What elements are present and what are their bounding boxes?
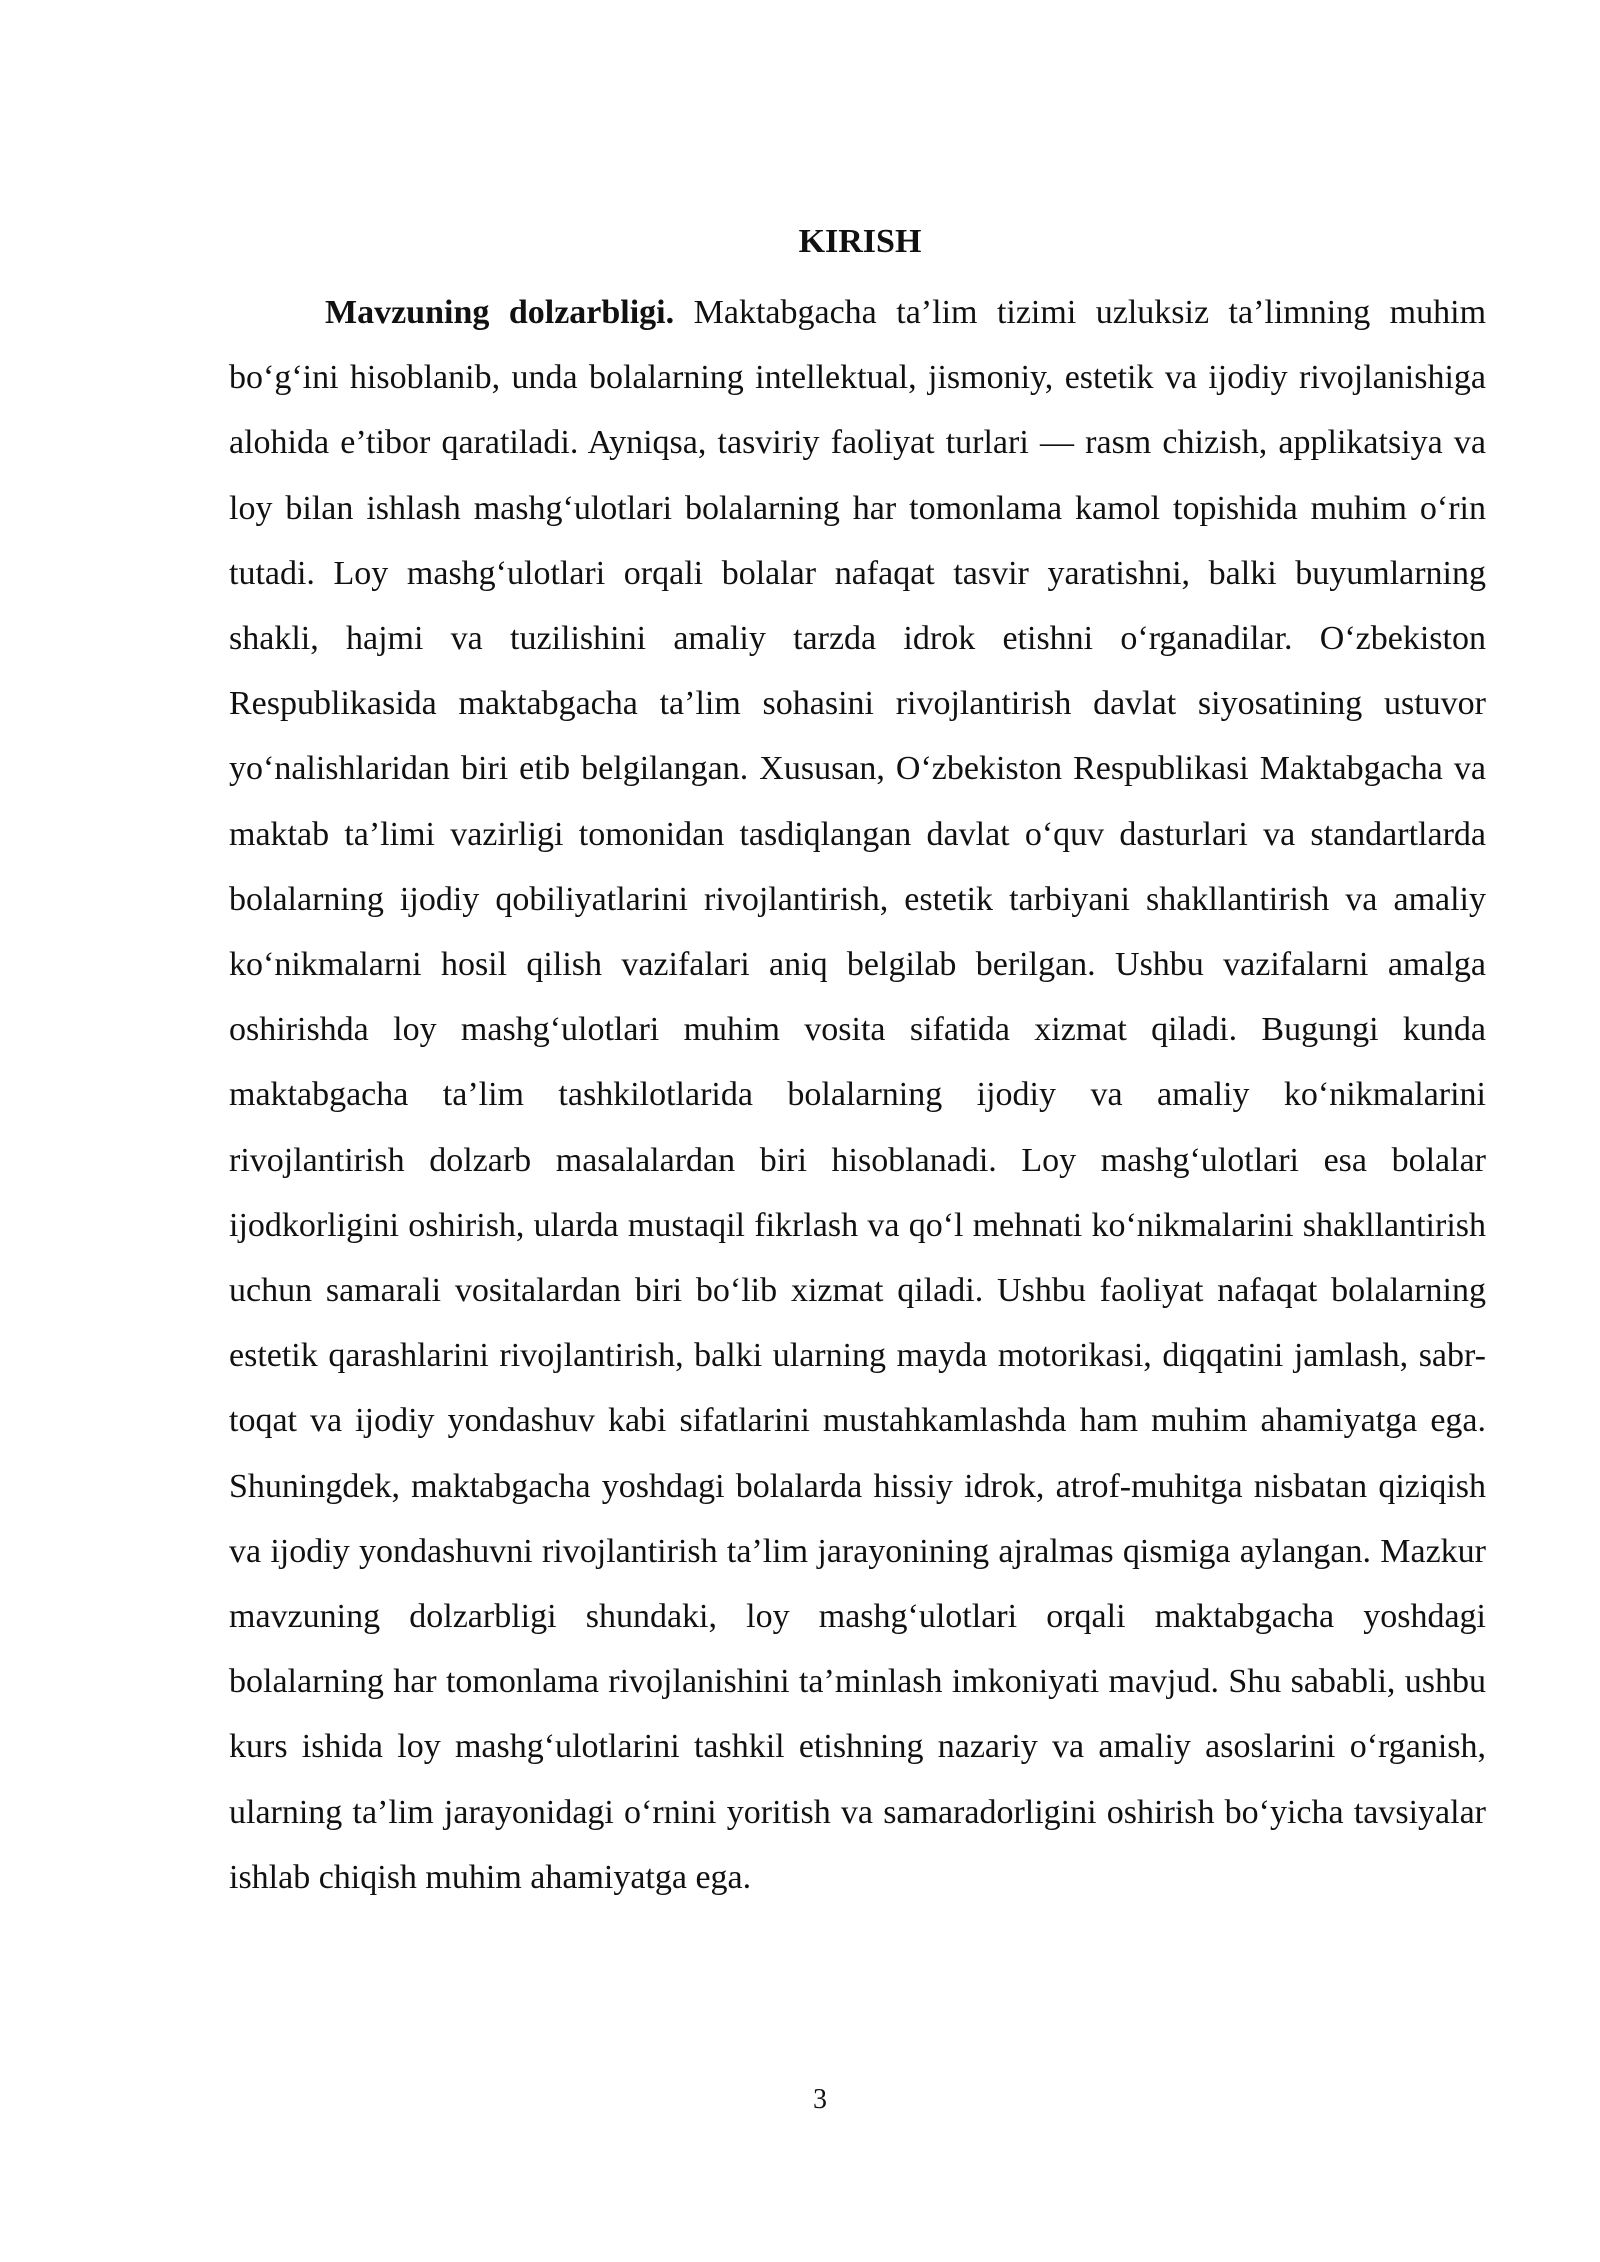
body-paragraph	[229, 280, 1486, 1910]
page-number: 3	[813, 2084, 827, 2115]
paragraph-text: Maktabgacha ta’lim tizimi uzluksiz ta’limning muhim bo‘g‘ini hisoblanib, unda bolalarning intellektual, jismoniy, estetik va ijodiy rivojlanishiga alohida e’tibor qaratiladi. Ayniqsa, tasviriy faoliyat turlari — rasm chizish, applikatsiya va loy bilan ishlash mashg‘ulotlari bolalarning har tomonlama kamol topishida muhim o‘rin tutadi. Loy mashg‘ulotlari orqali bolalar nafaqat tasvir yaratishni, balki buyumlarning shakli, hajmi va tuzilishini amaliy tarzda idrok etishni o‘rganadilar. O‘zbekiston Respublikasida maktabgacha ta’lim sohasini rivojlantirish davlat siyosatining ustuvor yo‘nalishlaridan biri etib belgilangan. Xususan, O‘zbekiston Respublikasi Maktabgacha va maktab ta’limi vazirligi tomonidan tasdiqlangan davlat o‘quv dasturlari va standartlarda bolalarning ijodiy qobiliyatlarini rivojlantirish, estetik tarbiyani shakllantirish va amaliy ko‘nikmalarni hosil qilish vazifalari aniq belgilab berilgan. Ushbu vazifalarni amalga oshirishda loy mashg‘ulotlari muhim vosita sifatida xizmat qiladi. Bugungi kunda maktabgacha ta’lim tashkilotlarida bolalarning ijodiy va amaliy ko‘nikmalarini rivojlantirish dolzarb masalalardan biri hisoblanadi. Loy mashg‘ulotlari esa bolalar ijodkorligini oshirish, ularda mustaqil fikrlash va qo‘l mehnati ko‘nikmalarini shakllantirish uchun samarali vositalardan biri bo‘lib xizmat qiladi. Ushbu faoliyat nafaqat bolalarning estetik qarashlarini rivojlantirish, balki ularning mayda motorikasi, diqqatini jamlash, sabr-toqat va ijodiy yondashuv kabi sifatlarini mustahkamlashda ham muhim ahamiyatga ega. Shuningdek, maktabgacha yoshdagi bolalarda hissiy idrok, atrof-muhitga nisbatan qiziqish va ijodiy yondashuvni rivojlantirish ta’lim jarayonining ajralmas qismiga aylangan. Mazkur mavzuning dolzarbligi shundaki, loy mashg‘ulotlari orqali maktabgacha yoshdagi bolalarning har tomonlama rivojlanishini ta’minlash imkoniyati mavjud. Shu sababli, ushbu kurs ishida loy mashg‘ulotlarini tashkil etishning nazariy va amaliy asoslarini o‘rganish, ularning ta’lim jarayonidagi o‘rnini yoritish va samaradorligini oshirish bo‘yicha tavsiyalar ishlab chiqish muhim ahamiyatga ega.	[229, 294, 1487, 1896]
section-heading: KIRISH	[798, 223, 922, 260]
paragraph-lead: Mavzuning dolzarbligi.	[325, 294, 675, 331]
